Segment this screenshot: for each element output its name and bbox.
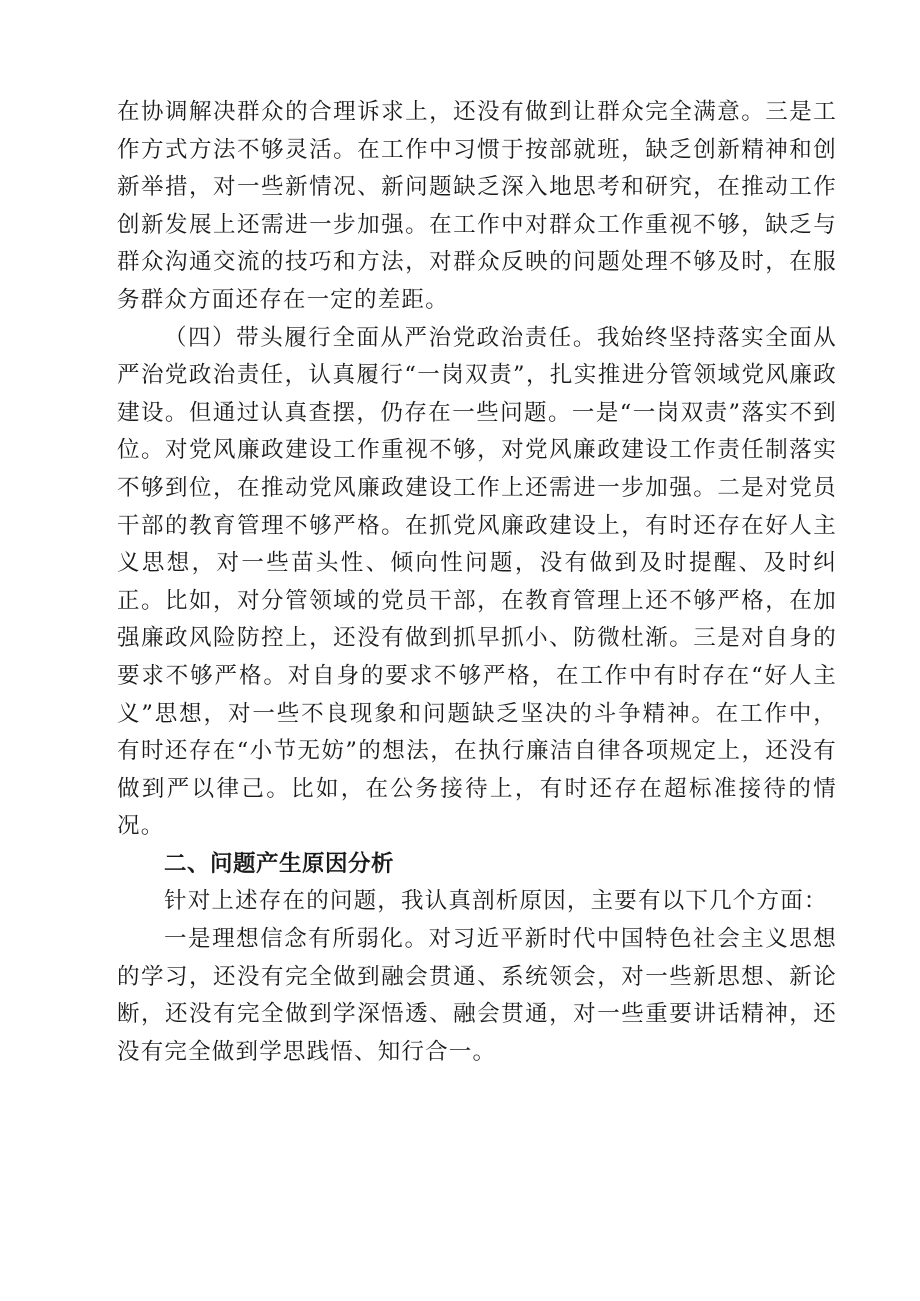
paragraph-cause-one: 一是理想信念有所弱化。对习近平新时代中国特色社会主义思想的学习，还没有完全做到融会贯通、系统领会，对一些新思想、新论断，还没有完全做到学深悟透、融会贯通，对一些重要讲话精神，还没有完全做到学思践悟、知行合一。 <box>117 926 837 1065</box>
paragraph-continuation: 在协调解决群众的合理诉求上，还没有做到让群众完全满意。三是工作方式方法不够灵活。在工作中习惯于按部就班，缺乏创新精神和创新举措，对一些新情况、新问题缺乏深入地思考和研究，在推动工作创新发展上还需进一步加强。在工作中对群众工作重视不够，缺乏与群众沟通交流的技巧和方法，对群众反映的问题处理不够及时，在服务群众方面还存在一定的差距。 <box>117 99 837 313</box>
section-heading: 二、问题产生原因分析 <box>164 850 395 877</box>
paragraph-section-four: （四）带头履行全面从严治党政治责任。我始终坚持落实全面从严治党政治责任，认真履行“一岗双责”，扎实推进分管领域党风廉政建设。但通过认真查摆，仍存在一些问题。一是“一岗双责”落实不到位。对党风廉政建设工作重视不够，对党风廉政建设工作责任制落实不够到位，在推动党风廉政建设工作上还需进一步加强。二是对党员干部的教育管理不够严格。在抓党风廉政建设上，有时还存在好人主义思想，对一些苗头性、倾向性问题，没有做到及时提醒、及时纠正。比如，对分管领域的党员干部，在教育管理上还不够严格，在加强廉政风险防控上，还没有做到抓早抓小、防微杜渐。三是对自身的要求不够严格。对自身的要求不够严格，在工作中有时存在“好人主义”思想，对一些不良现象和问题缺乏坚决的斗争精神。在工作中，有时还存在“小节无妨”的想法，在执行廉洁自律各项规定上，还没有做到严以律己。比如，在公务接待上，有时还存在超标准接待的情况。 <box>117 324 837 840</box>
document-body <box>117 94 837 1071</box>
paragraph-intro-causes: 针对上述存在的问题，我认真剖析原因，主要有以下几个方面： <box>164 888 828 915</box>
